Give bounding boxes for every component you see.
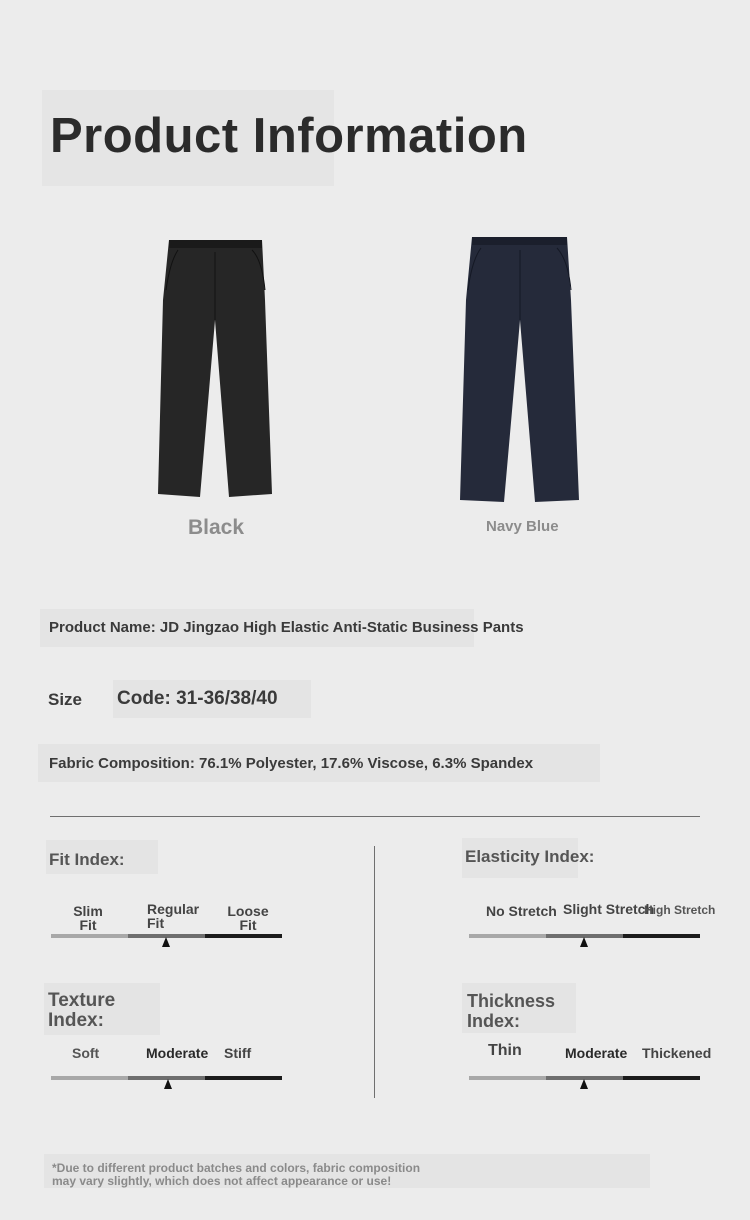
product-name: Product Name: JD Jingzao High Elastic Anti-Static Business Pants bbox=[49, 619, 524, 636]
texture-index-marker bbox=[164, 1079, 172, 1089]
elasticity-option-high-stretch: High Stretch bbox=[644, 903, 716, 917]
elasticity-index-marker bbox=[580, 937, 588, 947]
texture-option-soft: Soft bbox=[72, 1045, 100, 1061]
elasticity-option-slight-stretch: Slight Stretch bbox=[563, 901, 655, 917]
fit-option-loose: Loose Fit bbox=[227, 903, 269, 933]
thickness-index-title: Thickness Index: bbox=[467, 991, 556, 1031]
thickness-option-moderate: Moderate bbox=[565, 1045, 628, 1061]
fit-option-regular: Regular Fit bbox=[147, 901, 200, 931]
elasticity-index-title: Elasticity Index: bbox=[465, 847, 595, 866]
black-pants-image bbox=[158, 240, 272, 497]
texture-option-moderate: Moderate bbox=[146, 1045, 209, 1061]
fit-index-title: Fit Index: bbox=[49, 850, 125, 869]
texture-index-title: Texture Index: bbox=[48, 990, 116, 1031]
fit-option-slim: Slim Fit bbox=[73, 903, 103, 933]
disclaimer-note: *Due to different product batches and colors, fabric composition may vary slightly, which does not affect appearance or use! bbox=[52, 1161, 421, 1188]
elasticity-option-no-stretch: No Stretch bbox=[486, 903, 557, 919]
thickness-index-marker bbox=[580, 1079, 588, 1089]
color-label-navy: Navy Blue bbox=[486, 518, 559, 535]
fabric-composition: Fabric Composition: 76.1% Polyester, 17.6% Viscose, 6.3% Spandex bbox=[49, 755, 534, 772]
thickness-option-thin: Thin bbox=[488, 1042, 522, 1059]
color-label-black: Black bbox=[188, 516, 245, 539]
texture-option-stiff: Stiff bbox=[224, 1045, 252, 1061]
navy-pants-image bbox=[460, 237, 579, 502]
thickness-option-thickened: Thickened bbox=[642, 1045, 712, 1061]
fit-index-marker bbox=[162, 937, 170, 947]
page-title: Product Information bbox=[50, 109, 528, 163]
size-label: Size bbox=[48, 690, 83, 709]
section-divider bbox=[50, 816, 700, 817]
column-divider bbox=[374, 846, 375, 1098]
size-code: Code: 31-36/38/40 bbox=[117, 688, 278, 709]
product-images bbox=[0, 0, 750, 560]
